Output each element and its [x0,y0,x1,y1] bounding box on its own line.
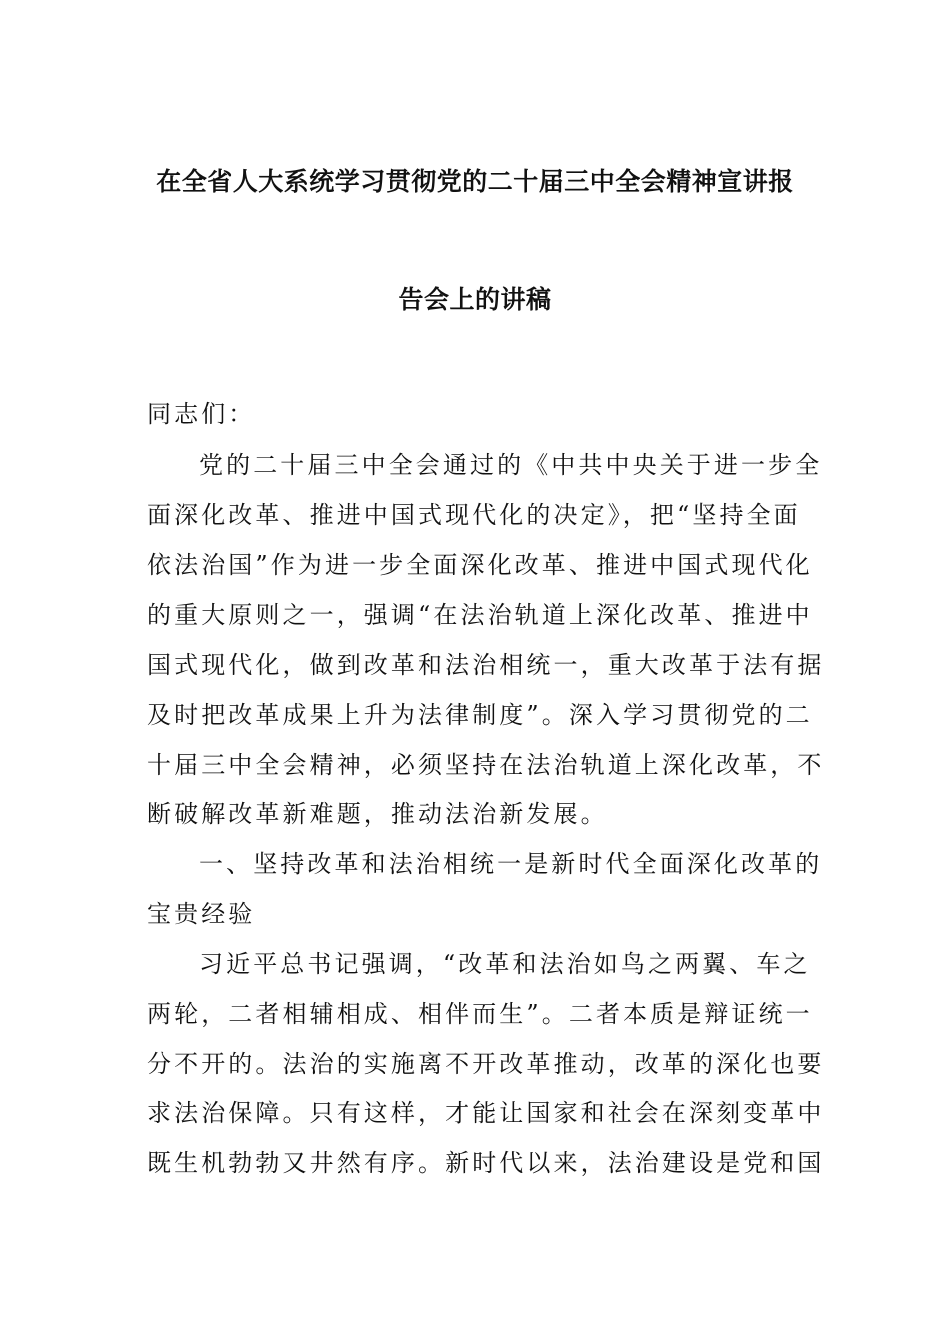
paragraph-1-line-6: 及时把改革成果上升为法律制度”。深入学习贯彻党的二 [147,701,813,729]
paragraph-2-line-1: 习近平总书记强调，“改革和法治如鸟之两翼、车之 [199,950,811,978]
document-title-line-2: 告会上的讲稿 [398,285,552,314]
section-1-heading-line-2: 宝贵经验 [147,900,256,928]
section-1-heading-line-1: 一、坚持改革和法治相统一是新时代全面深化改革的 [199,850,823,878]
paragraph-1-line-1: 党的二十届三中全会通过的《中共中央关于进一步全 [199,451,823,479]
paragraph-1-line-3: 依法治国”作为进一步全面深化改革、推进中国式现代化 [147,551,813,579]
paragraph-1-line-8: 断破解改革新难题，推动法治新发展。 [147,800,608,828]
salutation: 同志们： [147,400,256,428]
paragraph-1-line-5: 国式现代化，做到改革和法治相统一，重大改革于法有据 [147,651,825,679]
paragraph-2-line-2: 两轮，二者相辅相成、相伴而生”。二者本质是辩证统一 [147,1000,813,1028]
paragraph-1-line-7: 十届三中全会精神，必须坚持在法治轨道上深化改革，不 [147,751,825,779]
paragraph-1-line-2: 面深化改革、推进中国式现代化的决定》，把“坚持全面 [147,501,801,529]
paragraph-1-line-4: 的重大原则之一，强调“在法治轨道上深化改革、推进中 [147,601,813,629]
paragraph-2-line-4: 求法治保障。只有这样，才能让国家和社会在深刻变革中 [147,1099,825,1127]
paragraph-2-line-5: 既生机勃勃又井然有序。新时代以来，法治建设是党和国 [147,1149,825,1177]
paragraph-2-line-3: 分不开的。法治的实施离不开改革推动，改革的深化也要 [147,1050,825,1078]
document-title-line-1: 在全省人大系统学习贯彻党的二十届三中全会精神宣讲报 [156,167,794,196]
